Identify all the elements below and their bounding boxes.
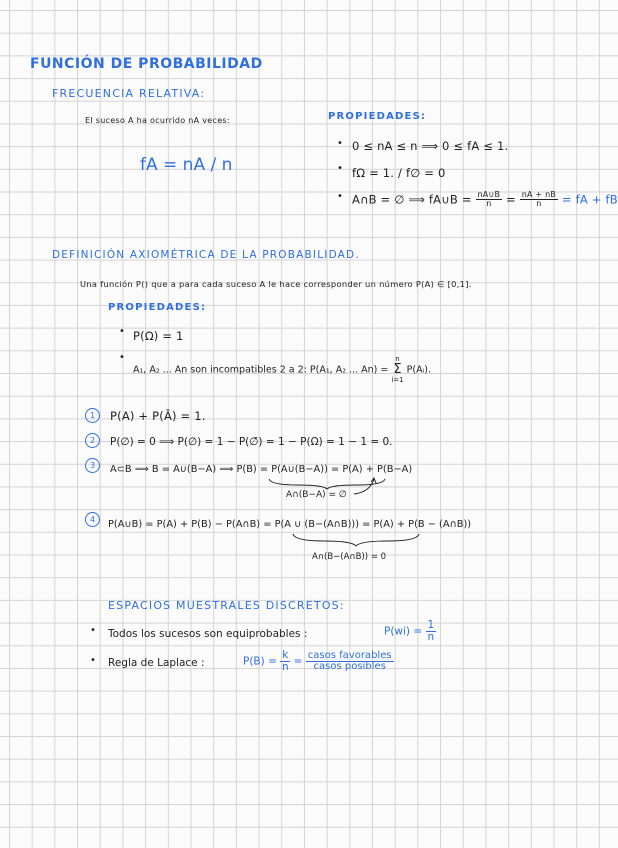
property-subset: A⊂B ⟹ B = A∪(B−A) ⟹ P(B) = P(A∪(B−A)) = P(A) + P(B−A) [110, 464, 413, 475]
axiomatic-definition: Una función P() que a para cada suceso A le hace corresponder un número P(A) ∈ [0,1]. [80, 279, 472, 289]
fraction-numerator: 1 [427, 619, 435, 631]
sum-upper: n [395, 355, 400, 363]
laplace-formula: P(B) = $\frac{k}{n}$ = $\frac{\text{casos favorables}}{\text{casos posibles}}$ [243, 649, 392, 674]
bullet: • [337, 163, 343, 174]
bullet: • [119, 352, 125, 363]
property-frequency-bounds: 0 ≤ nA ≤ n ⟹ 0 ≤ fA ≤ 1. [352, 139, 509, 153]
fraction-casos [306, 651, 394, 673]
fraction-numerator: k [282, 649, 289, 661]
fraction-denominator: n [486, 199, 492, 209]
fraction-denominator: n [536, 199, 542, 209]
subset-note: A∩(B−A) = ∅ [286, 490, 347, 500]
section-heading-axiomatica: DEFINICIÓN AXIOMÉTRICA DE LA PROBABILIDAD. [52, 249, 360, 261]
fraction-sum [520, 191, 558, 209]
underbrace [292, 533, 420, 547]
fraction-numerator: nA∪B [477, 190, 501, 199]
sigma-symbol: Σ [393, 362, 402, 378]
bullet: • [337, 138, 343, 149]
fraction-numerator: nA + nB [521, 190, 557, 199]
property-empty-set: P(∅) = 0 ⟹ P(∅) = 1 − P(∅̄) = 1 − P(Ω) = 1 − 1 = 0. [110, 436, 393, 448]
page-title: FUNCIÓN DE PROBABILIDAD [30, 56, 263, 72]
property-frequency-omega: fΩ = 1. / f∅ = 0 [352, 166, 446, 180]
number-circle: 2 [85, 433, 100, 448]
bullet: • [90, 655, 96, 666]
property-frequency-union: A∩B = ∅ ⟹ fA∪B = $\frac{nA\cup B}{n}$ = $\frac{nA + nB}{n}$ = fA + fB [352, 190, 618, 209]
relative-frequency-formula: fA = nA / n [140, 155, 233, 175]
laplace-lhs: P(B) = [243, 655, 277, 668]
summation [391, 356, 403, 384]
union-note: A∩(B−(A∩B)) = 0 [312, 552, 387, 562]
bullet: • [90, 625, 96, 636]
axiom-omega: P(Ω) = 1 [133, 329, 184, 343]
fraction-numerator: casos favorables [307, 649, 392, 661]
laplace-text: Regla de Laplace : [108, 657, 205, 669]
equiprobable-formula [384, 620, 436, 643]
equiprobable-text: Todos los sucesos son equiprobables : [108, 628, 308, 640]
fraction-denominator: n [427, 631, 435, 644]
fraction-denominator: n [281, 661, 289, 674]
properties-heading-2: PROPIEDADES: [108, 302, 207, 313]
bullet: • [337, 191, 343, 202]
fraction-k-over-n [280, 650, 290, 673]
union-right: = fA + fB [561, 192, 618, 207]
section-heading-frecuencia: FRECUENCIA RELATIVA: [52, 87, 206, 100]
sum-lower: i=1 [391, 375, 404, 384]
number-circle: 3 [85, 458, 100, 473]
arrow-curve [352, 476, 378, 496]
number-circle: 4 [85, 512, 100, 527]
properties-heading-1: PROPIEDADES: [328, 111, 427, 122]
suceso-text: El suceso A ha ocurrido nA veces: [85, 116, 230, 125]
axiom-incompatibles [133, 356, 431, 384]
section-heading-discretos: ESPACIOS MUESTRALES DISCRETOS: [108, 599, 345, 612]
fraction-union [476, 191, 503, 209]
fraction-denominator: casos posibles [313, 661, 386, 673]
axiom-right: P(Aᵢ). [406, 364, 431, 376]
property-union: P(A∪B) = P(A) + P(B) − P(A∩B) = P(A ∪ (B−(A∩B))) = P(A) + P(B − (A∩B)) [108, 519, 472, 530]
fraction-one-over-n [426, 620, 437, 643]
equiprobable-lhs: P(wi) = [384, 625, 423, 638]
union-left: A∩B = ∅ ⟹ fA∪B = [352, 192, 472, 207]
axiom-left: A₁, A₂ ... An son incompatibles 2 a 2: P(A₁, A₂ ... An) = [133, 364, 389, 376]
number-circle: 1 [85, 408, 100, 423]
property-complement: P(A) + P(Ā) = 1. [110, 409, 206, 423]
bullet: • [119, 326, 125, 337]
